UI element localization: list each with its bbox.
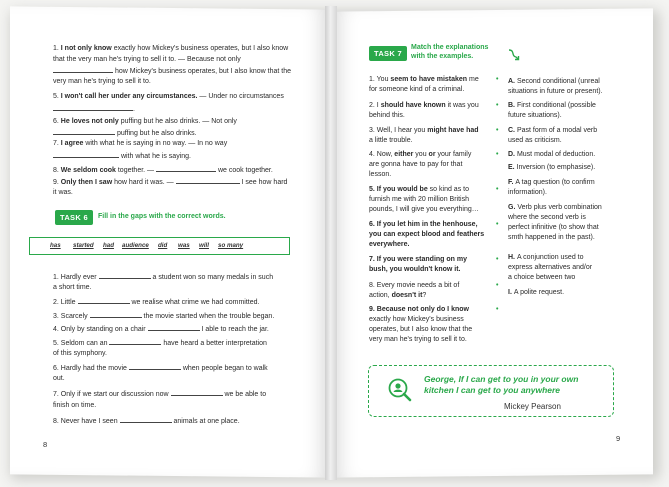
- text-run: very man he's trying to sell it to.: [53, 78, 151, 85]
- text-run: furnish me with 20 million British: [369, 196, 469, 203]
- explanation-letter: E.: [508, 164, 517, 171]
- example-line: [369, 111, 405, 120]
- text-run: either: [394, 151, 414, 158]
- match-dot: •: [496, 76, 499, 83]
- text-run: 1. Hardly ever: [53, 274, 99, 281]
- answer-blank: [129, 363, 181, 370]
- answer-blank: [90, 311, 142, 318]
- match-dot: •: [496, 127, 499, 134]
- explanation-text: Second conditional (unreal: [516, 78, 600, 85]
- answer-blank: [156, 165, 216, 172]
- explanation-letter: G.: [508, 204, 518, 211]
- text-run: when people began to walk: [180, 365, 268, 372]
- example-line: [369, 305, 469, 314]
- text-run: operates, but I also know that the: [369, 326, 473, 333]
- explanation-line: [508, 111, 562, 120]
- text-run: 8. Every movie needs a bit of: [369, 282, 460, 289]
- gap-fill-line: [53, 363, 268, 373]
- match-dot: •: [496, 306, 499, 313]
- exercise-line: [53, 117, 237, 126]
- text-run: might have had: [427, 127, 479, 134]
- explanation-text: perfect infinitive (to show that: [508, 224, 599, 231]
- text-run: we realise what crime we had committed.: [129, 299, 260, 306]
- text-run: 4. Only by standing on a chair: [53, 326, 148, 333]
- explanation-text: Must modal of deduction.: [516, 151, 596, 158]
- match-dot: •: [496, 221, 499, 228]
- exercise-line: [53, 188, 73, 197]
- text-run: everywhere.: [369, 241, 410, 248]
- text-run: I agree: [60, 140, 84, 147]
- text-run: or: [428, 151, 436, 158]
- text-run: I not only know: [60, 45, 112, 52]
- text-run: puffing but he also drinks. — Not only: [118, 118, 237, 125]
- text-run: should have known: [380, 102, 446, 109]
- text-run: with what he is saying in no way. — In no way: [83, 140, 228, 147]
- answer-blank: [176, 177, 240, 184]
- quote-box: [368, 365, 614, 417]
- exercise-line: [53, 128, 197, 138]
- explanation-text: information).: [508, 189, 547, 196]
- match-dot: •: [496, 151, 499, 158]
- explanation-text: used as criticism.: [508, 137, 562, 144]
- text-run: 1.: [53, 45, 61, 52]
- explanation-text: smth happened in the past).: [508, 234, 595, 241]
- example-line: [369, 136, 413, 145]
- quote-line: kitchen I can get to you anywhere: [424, 385, 561, 395]
- match-dot: •: [496, 102, 499, 109]
- text-run: very man he's trying to sell it to.: [369, 336, 467, 343]
- explanation-line: [508, 101, 596, 110]
- explanation-line: [508, 253, 584, 262]
- text-run: behind this.: [369, 112, 405, 119]
- text-run: 9.: [53, 179, 61, 186]
- text-run: bush, you wouldn't know it.: [369, 266, 461, 273]
- example-line: [369, 220, 478, 229]
- text-run: 8. Never have I seen: [53, 418, 120, 425]
- exercise-line: [53, 177, 287, 187]
- word-bank: [29, 237, 290, 255]
- text-run: are gonna have to pay for that: [369, 161, 463, 168]
- explanation-text: future situations).: [508, 112, 562, 119]
- text-run: Only then I saw: [60, 179, 113, 186]
- text-run: you: [413, 151, 429, 158]
- text-run: .: [133, 106, 135, 113]
- explanation-line: [508, 203, 602, 212]
- answer-blank: [53, 66, 113, 73]
- explanation-line: [508, 163, 595, 172]
- answer-blank: [120, 416, 172, 423]
- gap-fill-line: [53, 324, 269, 334]
- explanation-text: First conditional (possible: [516, 102, 596, 109]
- text-run: 7. Only if we start our discussion now: [53, 391, 171, 398]
- word-bank-item: so many: [218, 242, 244, 249]
- explanation-text: Verb plus verb combination: [517, 204, 602, 211]
- example-line: [369, 170, 391, 179]
- explanation-line: [508, 233, 595, 242]
- text-run: lesson.: [369, 171, 392, 178]
- text-run: 7. If you were standing on my: [369, 256, 468, 263]
- explanation-text: a choice between two: [508, 274, 576, 281]
- text-run: 4. Now,: [369, 151, 395, 158]
- text-run: out.: [53, 375, 65, 382]
- explanation-letter: F.: [508, 179, 516, 186]
- answer-blank: [171, 389, 223, 396]
- word-bank-item: started: [73, 242, 94, 249]
- text-run: I able to reach the jar.: [199, 326, 269, 333]
- text-run: 1. You: [369, 76, 391, 83]
- quote-author: Mickey Pearson: [504, 402, 561, 411]
- exercise-line: [53, 104, 135, 114]
- magnifier-person-icon: [387, 377, 413, 403]
- text-run: 3. Well, I hear you: [369, 127, 428, 134]
- example-line: [369, 240, 409, 249]
- text-run: you can expect blood and feathers: [369, 231, 485, 238]
- curly-arrow-icon: [507, 48, 521, 62]
- example-line: [369, 126, 479, 135]
- example-line: [369, 281, 459, 290]
- task7-title-line1: Match the explanations: [411, 44, 489, 51]
- text-run: animals at one place.: [171, 418, 240, 425]
- gap-fill-line: [53, 416, 240, 426]
- text-run: I won't call her under any circumstances.: [60, 93, 198, 100]
- text-run: 5.: [53, 93, 61, 100]
- word-bank-item: has: [50, 242, 61, 249]
- text-run: 2. I: [369, 102, 381, 109]
- explanation-line: [508, 273, 575, 282]
- match-dot: •: [496, 282, 499, 289]
- page-number-left: 8: [43, 440, 48, 449]
- text-run: He loves not only: [60, 118, 119, 125]
- text-run: finish on time.: [53, 402, 97, 409]
- explanation-line: [508, 223, 599, 232]
- text-run: 6.: [53, 118, 61, 125]
- word-bank-item: audience: [122, 242, 149, 249]
- gap-fill-line: [53, 338, 267, 348]
- text-run: so kind as to: [427, 186, 469, 193]
- example-line: [369, 265, 461, 274]
- task6-title: Fill in the gaps with the correct words.: [98, 213, 226, 220]
- gap-fill-line: [53, 283, 92, 292]
- explanation-line: [508, 178, 595, 187]
- word-bank-item: was: [178, 242, 190, 249]
- text-run: 5. Seldom can an: [53, 340, 110, 347]
- text-run: your family: [435, 151, 472, 158]
- gap-fill-line: [53, 349, 107, 358]
- text-run: 5. If you would be: [369, 186, 428, 193]
- example-line: [369, 185, 469, 194]
- text-run: it was.: [53, 189, 73, 196]
- explanation-line: [508, 136, 562, 145]
- text-run: it was you: [445, 102, 479, 109]
- explanation-line: [508, 150, 595, 159]
- text-run: 2. Little: [53, 299, 78, 306]
- match-dot: •: [496, 186, 499, 193]
- explanation-line: [508, 77, 600, 86]
- text-run: action,: [369, 292, 392, 299]
- example-line: [369, 325, 472, 334]
- explanation-letter: A.: [508, 78, 517, 85]
- text-run: I see how hard: [239, 179, 288, 186]
- example-line: [369, 255, 467, 264]
- explanation-line: [508, 213, 586, 222]
- exercise-line: [53, 77, 151, 86]
- gap-fill-line: [53, 297, 259, 307]
- text-run: how hard it was. —: [112, 179, 176, 186]
- explanation-text: A polite request.: [513, 289, 565, 296]
- text-run: a short time.: [53, 284, 92, 291]
- exercise-line: [53, 44, 288, 53]
- exercise-line: [53, 139, 227, 148]
- text-run: exactly how Mickey's business operates, but I also know: [111, 45, 289, 52]
- explanation-letter: H.: [508, 254, 517, 261]
- example-line: [369, 150, 471, 159]
- example-line: [369, 315, 464, 324]
- exercise-line: [53, 151, 191, 161]
- answer-blank: [78, 297, 130, 304]
- text-run: that the very man he's trying to sell it to. — Because not only: [53, 56, 241, 63]
- text-run: we cook together.: [216, 167, 273, 174]
- explanation-line: [508, 263, 592, 272]
- answer-blank: [99, 272, 151, 279]
- gap-fill-line: [53, 311, 274, 321]
- example-line: [369, 335, 467, 344]
- exercise-line: [53, 92, 284, 101]
- explanation-text: Past form of a modal verb: [516, 127, 598, 134]
- exercise-line: [53, 165, 273, 175]
- example-line: [369, 230, 484, 239]
- explanation-text: Inversion (to emphasise).: [516, 164, 596, 171]
- text-run: how Mickey's business operates, but I also know that the: [113, 68, 291, 75]
- text-run: me: [467, 76, 479, 83]
- text-run: 7.: [53, 140, 61, 147]
- word-bank-item: had: [103, 242, 115, 249]
- task7-badge: TASK 7: [369, 46, 407, 61]
- match-dot: •: [496, 256, 499, 263]
- gap-fill-line: [53, 374, 65, 383]
- explanation-line: [508, 126, 597, 135]
- text-run: a little trouble.: [369, 137, 413, 144]
- explanation-line: [508, 288, 564, 297]
- text-run: 3. Scarcely: [53, 313, 90, 320]
- text-run: we be able to: [222, 391, 267, 398]
- answer-blank: [53, 128, 115, 135]
- text-run: have heard a better interpretation: [161, 340, 267, 347]
- example-line: [369, 101, 479, 110]
- explanation-text: where the second verb is: [508, 214, 586, 221]
- explanation-letter: I.: [508, 289, 514, 296]
- text-run: exactly how Mickey's business: [369, 316, 464, 323]
- text-run: with what he is saying.: [119, 153, 191, 160]
- explanation-text: situations in future or present).: [508, 88, 603, 95]
- example-line: [369, 291, 426, 300]
- exercise-line: [53, 66, 291, 76]
- text-run: 6. If you let him in the henhouse,: [369, 221, 478, 228]
- text-run: 8.: [53, 167, 61, 174]
- gap-fill-line: [53, 389, 266, 399]
- explanation-text: A conjunction used to: [516, 254, 584, 261]
- text-run: together. —: [115, 167, 156, 174]
- explanation-letter: D.: [508, 151, 517, 158]
- text-run: of this symphony.: [53, 350, 107, 357]
- exercise-line: [53, 55, 241, 64]
- text-run: for someone kind of a criminal.: [369, 86, 465, 93]
- word-bank-item: will: [199, 242, 209, 249]
- gap-fill-line: [53, 272, 273, 282]
- text-run: puffing but he also drinks.: [115, 130, 197, 137]
- text-run: We seldom cook: [60, 167, 116, 174]
- text-run: — Under no circumstances: [197, 93, 284, 100]
- book-spine: [325, 6, 337, 480]
- text-run: ?: [422, 292, 427, 299]
- explanation-text: express alternatives and/or: [508, 264, 593, 271]
- text-run: the movie started when the trouble began.: [141, 313, 275, 320]
- text-run: doesn't it: [391, 292, 423, 299]
- text-run: a student won so many medals in such: [150, 274, 274, 281]
- gap-fill-line: [53, 401, 96, 410]
- example-line: [369, 195, 469, 204]
- answer-blank: [109, 338, 161, 345]
- page-number-right: 9: [616, 434, 621, 443]
- explanation-letter: B.: [508, 102, 517, 109]
- text-run: 9. Because not only do I know: [369, 306, 469, 313]
- text-run: seem to have mistaken: [390, 76, 468, 83]
- example-line: [369, 85, 464, 94]
- answer-blank: [53, 151, 119, 158]
- explanation-line: [508, 87, 603, 96]
- example-line: [369, 205, 479, 214]
- example-line: [369, 75, 479, 84]
- answer-blank: [53, 104, 133, 111]
- text-run: 6. Hardly had the movie: [53, 365, 129, 372]
- explanation-line: [508, 188, 547, 197]
- task7-title-line2: with the examples.: [411, 53, 474, 60]
- explanation-text: A tag question (to confirm: [515, 179, 595, 186]
- text-run: pounds, I will give you everything…: [369, 206, 479, 213]
- task6-badge: TASK 6: [55, 210, 93, 225]
- answer-blank: [148, 324, 200, 331]
- quote-line: George, If I can get to you in your own: [424, 374, 579, 384]
- word-bank-item: did: [158, 242, 168, 249]
- example-line: [369, 160, 462, 169]
- explanation-letter: C.: [508, 127, 517, 134]
- quote-text: [424, 374, 604, 396]
